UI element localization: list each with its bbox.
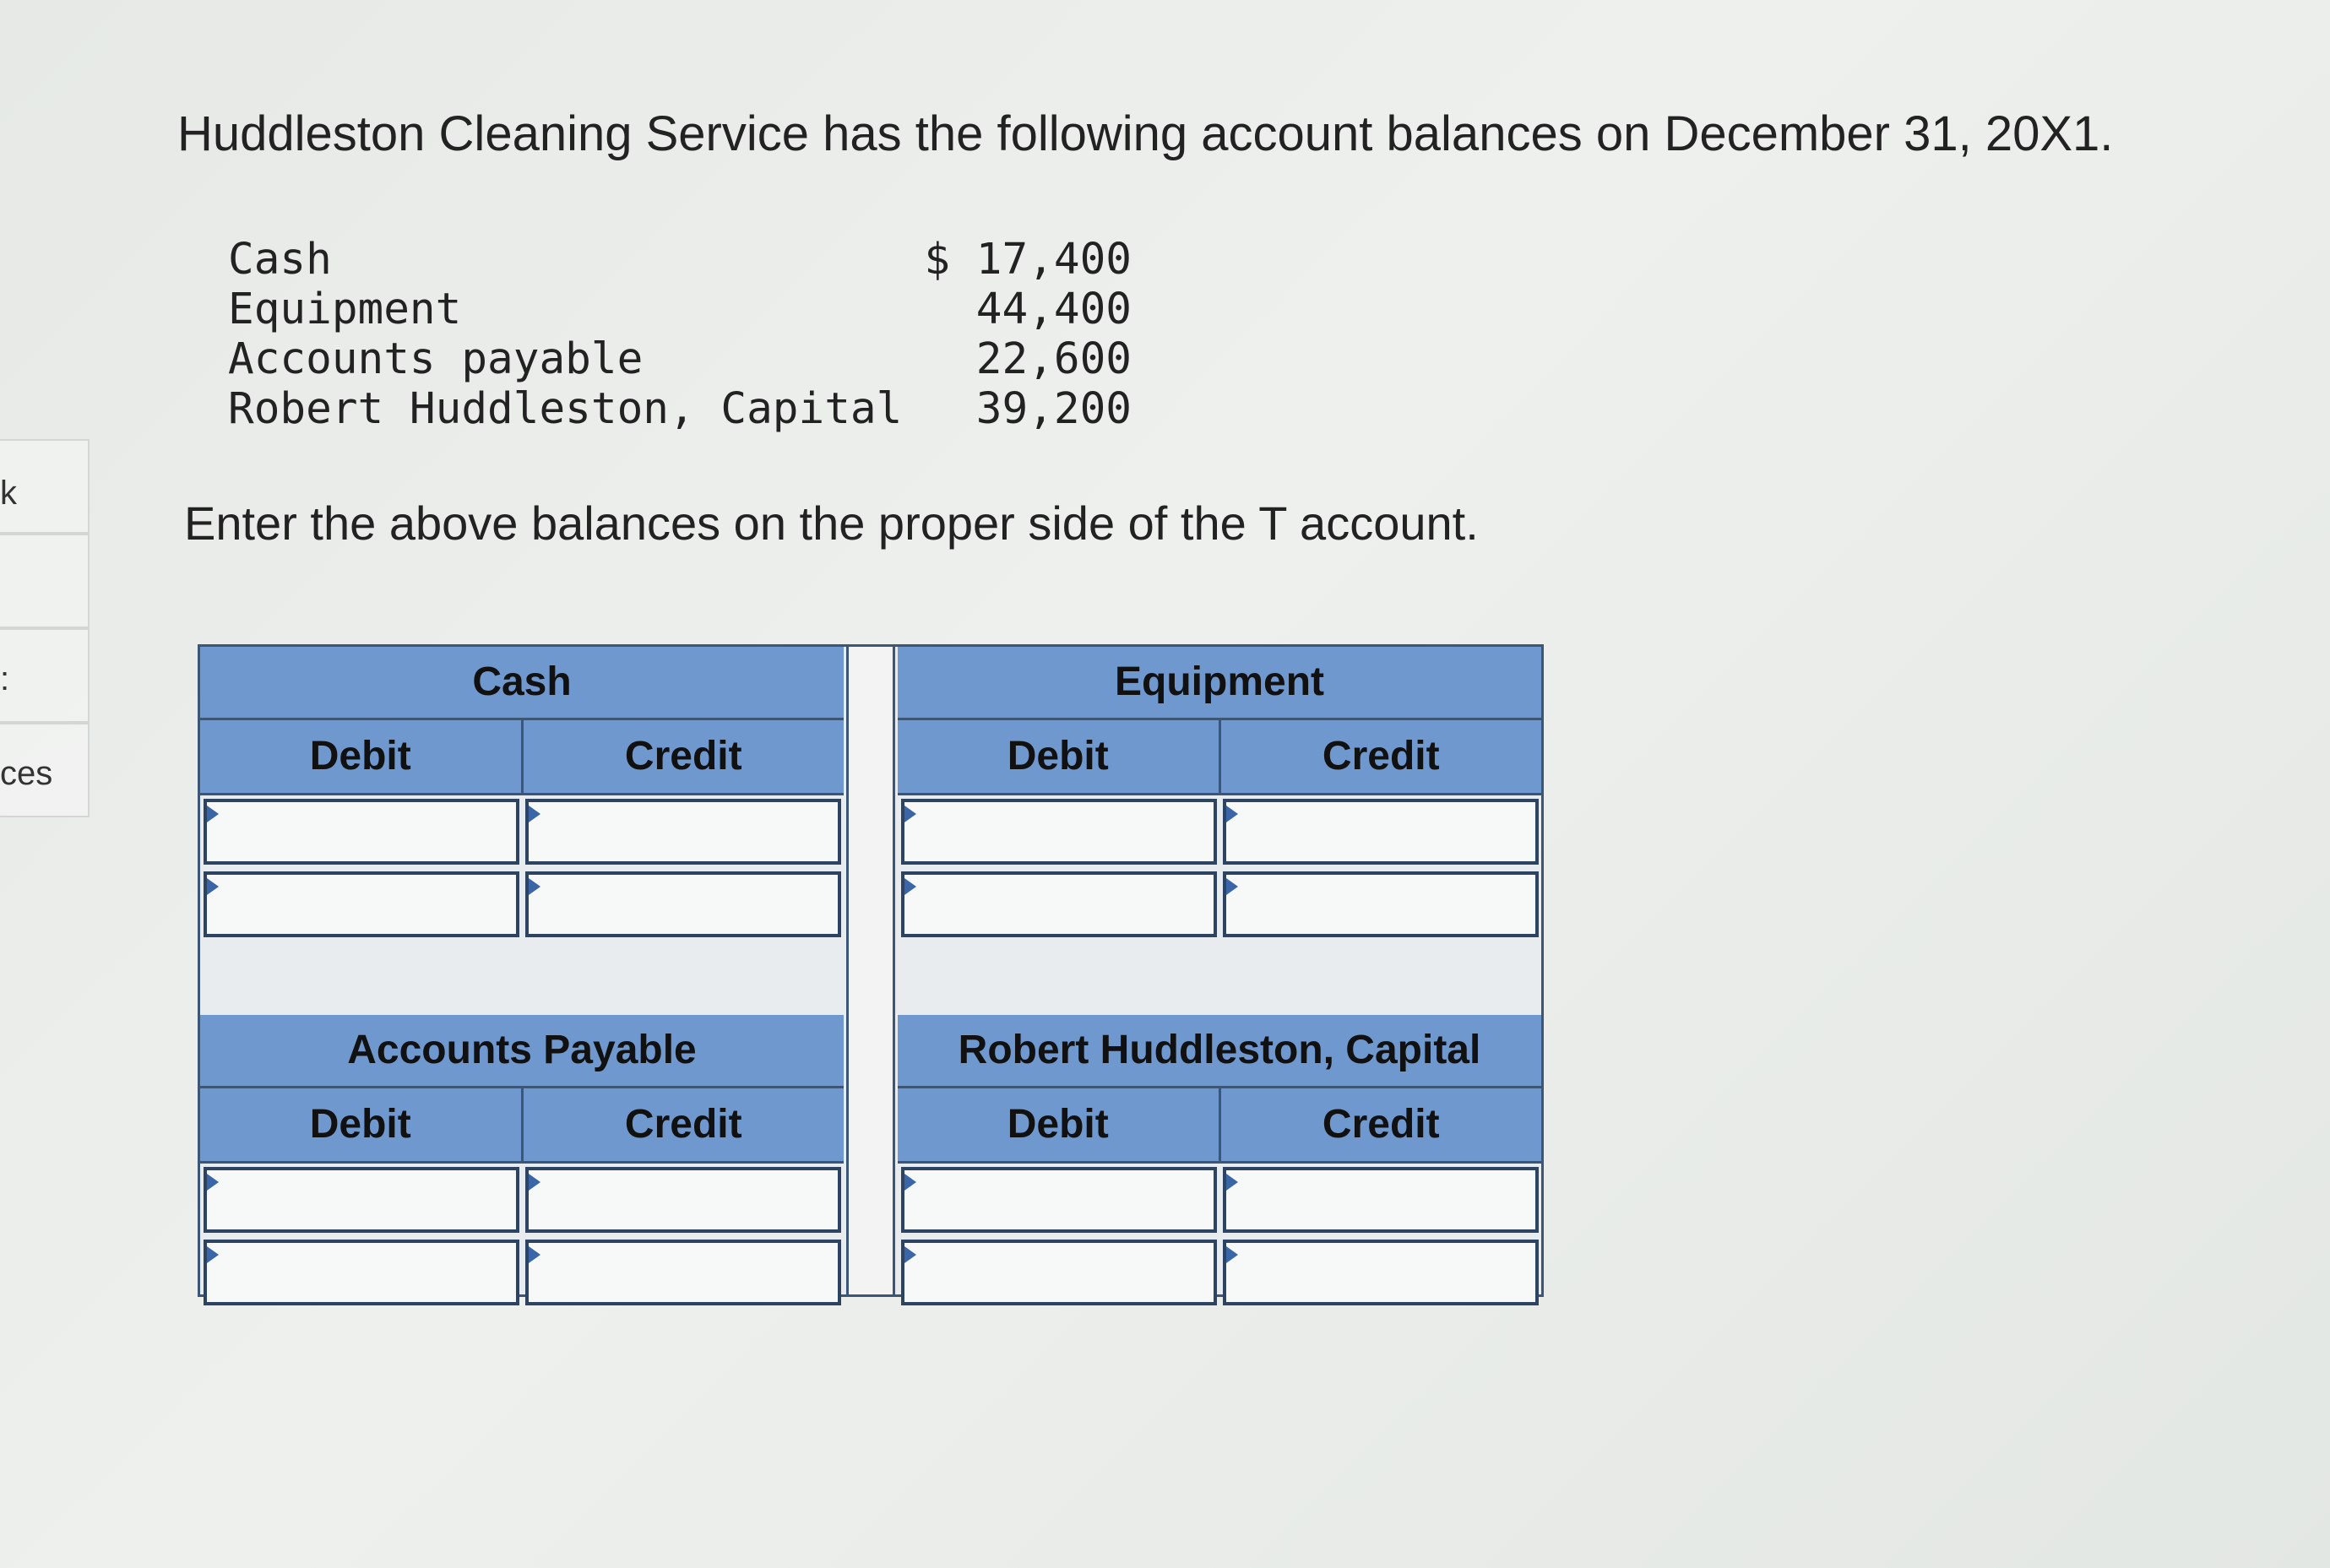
t-account-row xyxy=(200,868,844,941)
t-account-title: Equipment xyxy=(898,647,1541,720)
cash-credit-input-2[interactable] xyxy=(525,871,841,937)
accounts-payable-debit-input-1[interactable] xyxy=(204,1167,519,1233)
debit-header: Debit xyxy=(309,1102,411,1147)
cash-debit-input-2[interactable] xyxy=(204,871,519,937)
sidebar-item-2[interactable] xyxy=(0,534,90,628)
t-account-row xyxy=(200,1164,844,1236)
accounts-payable-credit-input-1[interactable] xyxy=(525,1167,841,1233)
equipment-debit-input-2[interactable] xyxy=(901,871,1217,937)
equipment-credit-input-2[interactable] xyxy=(1223,871,1539,937)
sidebar-item-4[interactable] xyxy=(0,723,90,817)
t-account-title: Accounts Payable xyxy=(200,1015,844,1088)
sidebar-item-1[interactable] xyxy=(0,439,90,534)
balance-account: Cash xyxy=(228,235,332,285)
t-account-column-headers xyxy=(898,1088,1541,1164)
t-account-row xyxy=(200,795,844,868)
t-account-column-headers xyxy=(898,720,1541,795)
sidebar-item-label: k xyxy=(0,475,17,512)
sidebar-item-3[interactable] xyxy=(0,628,90,723)
debit-header: Debit xyxy=(1007,1102,1109,1147)
balance-account: Robert Huddleston, Capital xyxy=(228,384,903,434)
accounts-payable-credit-input-2[interactable] xyxy=(525,1240,841,1305)
equipment-credit-input-1[interactable] xyxy=(1223,799,1539,865)
balance-account: Accounts payable xyxy=(228,334,644,384)
instruction-text: Enter the above balances on the proper side of the T account. xyxy=(184,496,1479,550)
t-account-row xyxy=(200,1236,844,1309)
capital-debit-input-2[interactable] xyxy=(901,1240,1217,1305)
sidebar-item-label: ces xyxy=(0,755,53,792)
balance-amount: 22,600 xyxy=(975,334,1132,384)
t-account-column-headers xyxy=(200,720,844,795)
balances-list xyxy=(228,235,1132,434)
balance-row xyxy=(228,235,1132,285)
t-account-column-headers xyxy=(200,1088,844,1164)
balance-account: Equipment xyxy=(228,285,462,334)
t-account-row xyxy=(898,795,1541,868)
cash-debit-input-1[interactable] xyxy=(204,799,519,865)
capital-debit-input-1[interactable] xyxy=(901,1167,1217,1233)
balance-amount: 44,400 xyxy=(975,285,1132,334)
grid-divider xyxy=(846,647,895,1294)
t-account-accounts-payable xyxy=(200,1015,844,1309)
balance-row xyxy=(228,285,1132,334)
capital-credit-input-2[interactable] xyxy=(1223,1240,1539,1305)
t-account-capital xyxy=(898,1015,1541,1309)
t-account-row xyxy=(898,1236,1541,1309)
credit-header: Credit xyxy=(1219,720,1542,793)
credit-header: Credit xyxy=(521,1088,845,1161)
t-account-cash xyxy=(200,647,844,941)
accounts-payable-debit-input-2[interactable] xyxy=(204,1240,519,1305)
cash-credit-input-1[interactable] xyxy=(525,799,841,865)
t-account-title: Robert Huddleston, Capital xyxy=(898,1015,1541,1088)
debit-header: Debit xyxy=(309,734,411,779)
balance-row xyxy=(228,384,1132,434)
credit-header: Credit xyxy=(1219,1088,1542,1161)
problem-intro: Huddleston Cleaning Service has the following account balances on December 31, 20X1. xyxy=(177,106,2114,161)
credit-header: Credit xyxy=(521,720,845,793)
t-account-grid xyxy=(198,644,1544,1297)
equipment-debit-input-1[interactable] xyxy=(901,799,1217,865)
balance-amount: $ 17,400 xyxy=(924,235,1132,285)
t-account-row xyxy=(898,1164,1541,1236)
left-sidebar xyxy=(0,443,93,817)
debit-header: Debit xyxy=(1007,734,1109,779)
balance-row xyxy=(228,334,1132,384)
sidebar-item-label: : xyxy=(0,660,10,697)
capital-credit-input-1[interactable] xyxy=(1223,1167,1539,1233)
t-account-equipment xyxy=(898,647,1541,941)
t-account-row xyxy=(898,868,1541,941)
balance-amount: 39,200 xyxy=(975,384,1132,434)
t-account-title: Cash xyxy=(200,647,844,720)
